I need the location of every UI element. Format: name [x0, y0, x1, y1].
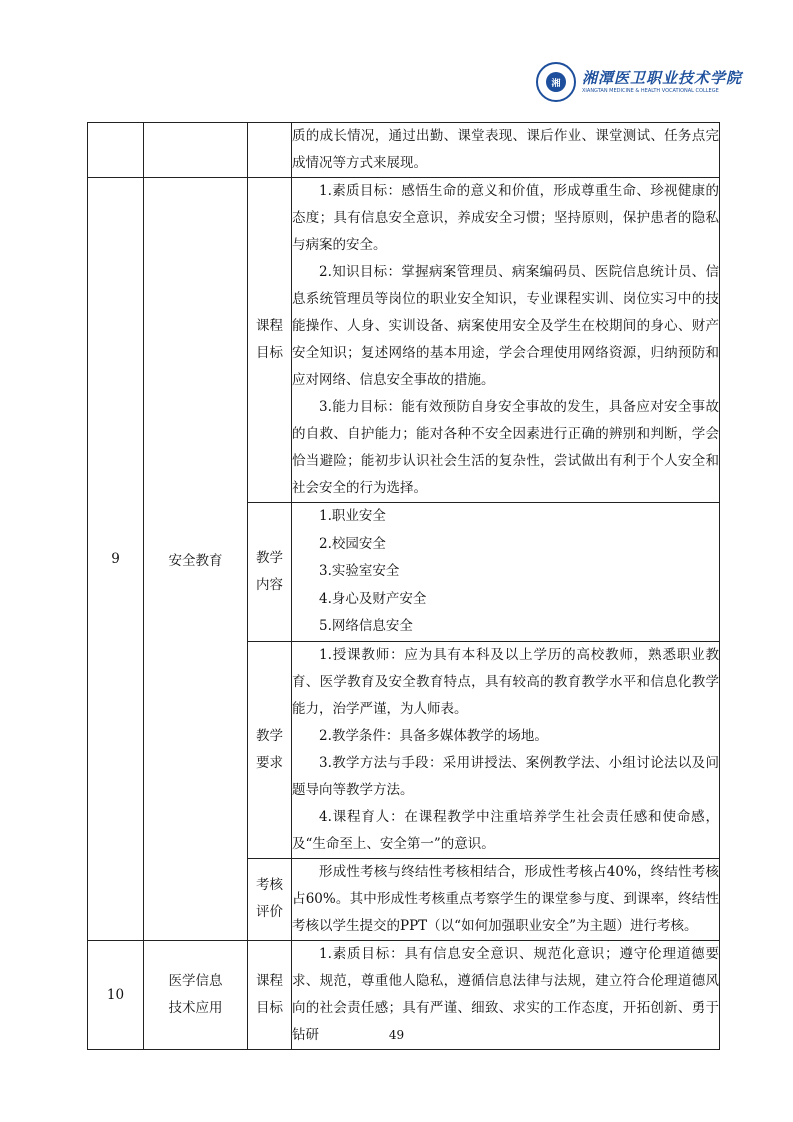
row-number-cell: 10 — [88, 940, 144, 1049]
list-item: 2.校园安全 — [319, 535, 386, 552]
category-cell — [248, 178, 292, 503]
paragraph: 质的成长情况，通过出勤、课堂表现、课后作业、课堂测试、任务点完成情况等方式来展现。 — [292, 128, 719, 171]
row-number-cell — [88, 123, 144, 178]
paragraph: 形成性考核与终结性考核相结合，形成性考核占40%，终结性考核占60%。其中形成性考核重点考察学生的课堂参与度、到课率，终结性考核以学生提交的PPT（以“如何加强职业安全”为主题）进行考核。 — [292, 863, 719, 934]
content-cell — [292, 641, 720, 858]
page-number: 49 — [388, 1028, 405, 1042]
logo-mark: 湘 — [546, 72, 566, 92]
college-title — [582, 68, 743, 94]
paragraph: 4.课程育人：在课程教学中注重培养学生社会责任感和使命感，及“生命至上、安全第一”的意识。 — [292, 808, 719, 852]
paragraph: 3.能力目标：能有效预防自身安全事故的发生，具备应对安全事故的自救、自护能力；能对各种不安全因素进行正确的辨别和判断，学会恰当避险；能初步认识社会生活的复杂性，尝试做出有利于个人安全和社会安全的行为选择。 — [292, 399, 719, 496]
table-row — [88, 123, 720, 178]
paragraph: 3.教学方法与手段：采用讲授法、案例教学法、小组讨论法以及问题导向等教学方法。 — [292, 754, 719, 798]
course-name-cell — [144, 123, 248, 178]
list-item: 4.身心及财产安全 — [319, 590, 427, 607]
paragraph: 1.授课教师：应为具有本科及以上学历的高校教师，熟悉职业教育、医学教育及安全教育特点，具有较高的教育教学水平和信息化教学能力，治学严谨，为人师表。 — [292, 646, 719, 717]
category-label: 考核 — [256, 877, 283, 893]
category-label: 目标 — [256, 345, 283, 361]
curriculum-table — [87, 122, 720, 1050]
page-header — [536, 62, 742, 102]
category-cell — [248, 503, 292, 642]
list-item: 1.职业安全 — [319, 508, 386, 524]
content-cell — [292, 858, 720, 940]
college-english-name: XIANGTAN MEDICINE & HEALTH VOCATIONAL COLLEGE — [582, 87, 719, 94]
paragraph: 2.知识目标：掌握病案管理员、病案编码员、医院信息统计员、信息系统管理员等岗位的职业安全知识，专业课程实训、岗位实习中的技能操作、人身、实训设备、病案使用安全及学生在校期间的身心、财产安全知识；复述网络的基本用途，学会合理使用网络资源，归纳预防和应对网络、信息安全事故的措施。 — [292, 264, 719, 388]
content-cell — [292, 178, 720, 503]
category-label: 课程 — [256, 318, 283, 334]
category-label: 评价 — [256, 904, 283, 920]
category-cell — [248, 641, 292, 858]
paragraph: 1.素质目标：具有信息安全意识、规范化意识；遵守伦理道德要求、规范，尊重他人隐私，遵循信息法律与法规，建立符合伦理道德风向的社会责任感；具有严谨、细致、求实的工作态度，开拓创新、勇于钻研 — [292, 945, 719, 1043]
category-cell — [248, 858, 292, 940]
category-label: 要求 — [256, 754, 283, 771]
category-label: 目标 — [256, 999, 283, 1016]
content-cell — [292, 503, 720, 642]
paragraph: 2.教学条件：具备多媒体教学的场地。 — [319, 727, 548, 744]
course-name-line: 医学信息 — [168, 972, 223, 989]
category-label: 课程 — [256, 972, 283, 989]
category-cell — [248, 123, 292, 178]
course-name-cell: 安全教育 — [144, 178, 248, 941]
category-label: 教学 — [256, 727, 283, 744]
category-label: 内容 — [256, 576, 283, 593]
content-cell — [292, 123, 720, 178]
category-label: 教学 — [256, 549, 283, 566]
college-logo-icon — [536, 62, 576, 102]
list-item: 3.实验室安全 — [319, 563, 400, 579]
list-item: 5.网络信息安全 — [319, 618, 413, 634]
table-row — [88, 178, 720, 503]
course-name-line: 技术应用 — [168, 999, 223, 1016]
paragraph: 1.素质目标：感悟生命的意义和价值，形成尊重生命、珍视健康的态度；具有信息安全意识，养成安全习惯；坚持原则，保护患者的隐私与病案的安全。 — [292, 183, 719, 253]
row-number-cell: 9 — [88, 178, 144, 941]
college-name: 湘潭医卫职业技术学院 — [582, 68, 743, 87]
